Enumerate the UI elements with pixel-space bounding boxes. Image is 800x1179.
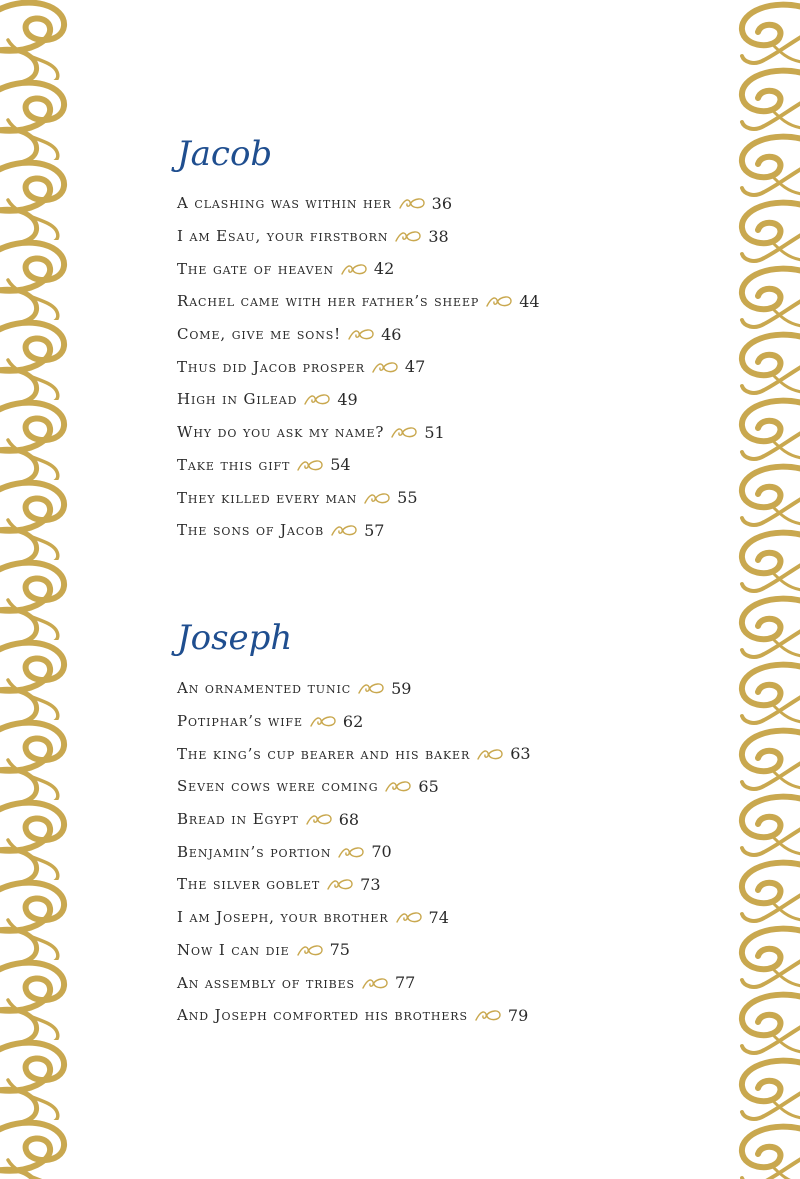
toc-entry-title: The gate of heaven xyxy=(177,259,334,278)
toc-entry-title: They killed every man xyxy=(177,488,358,507)
toc-entry-title: Come, give me sons! xyxy=(177,325,342,344)
toc-entry xyxy=(177,737,531,770)
swash-loop-icon xyxy=(326,877,354,891)
toc-entry xyxy=(177,481,540,514)
swash-loop-icon xyxy=(398,196,426,210)
swash-loop-icon xyxy=(363,491,391,505)
toc-entry-title: The silver goblet xyxy=(177,875,321,894)
toc-entry xyxy=(177,803,531,836)
toc-entry-title: High in Gilead xyxy=(177,390,298,409)
swash-loop-icon xyxy=(303,392,331,406)
toc-entry xyxy=(177,187,540,220)
toc-entry-title: Seven cows were coming xyxy=(177,777,379,796)
swash-loop-icon xyxy=(330,523,358,537)
toc-entry-title: Why do you ask my name? xyxy=(177,423,385,442)
swash-loop-icon xyxy=(309,714,337,728)
toc-entry-page-number: 55 xyxy=(397,488,418,508)
toc-entry-page-number: 73 xyxy=(360,874,381,894)
toc-entry-title: Now I can die xyxy=(177,940,290,959)
swash-loop-icon xyxy=(296,458,324,472)
toc-entry-page-number: 74 xyxy=(428,907,449,927)
toc-entry-title: A clashing was within her xyxy=(177,194,392,213)
toc-entry-page-number: 47 xyxy=(404,357,426,377)
toc-entry-page-number: 44 xyxy=(519,291,540,311)
toc-entry xyxy=(177,383,540,416)
swirl-scroll-border-icon xyxy=(736,0,800,1179)
toc-entry xyxy=(177,901,531,934)
toc-entry xyxy=(177,416,540,449)
toc-entry-title: Thus did Jacob prosper xyxy=(177,357,365,376)
toc-entry-title: Bread in Egypt xyxy=(177,810,299,829)
section-title-joseph: Joseph xyxy=(177,618,293,658)
swash-loop-icon xyxy=(371,360,399,374)
toc-entry xyxy=(177,318,540,351)
toc-entry-title: Rachel came with her father’s sheep xyxy=(177,292,480,311)
toc-entry-title: The king’s cup bearer and his baker xyxy=(177,744,471,763)
toc-entry-title: Benjamin’s portion xyxy=(177,842,332,861)
toc-entry-title: I am Joseph, your brother xyxy=(177,908,389,927)
toc-entry-page-number: 75 xyxy=(329,940,350,960)
toc-entry xyxy=(177,999,531,1032)
toc-entry-page-number: 46 xyxy=(381,324,402,344)
toc-entry xyxy=(177,966,531,999)
toc-entry-page-number: 79 xyxy=(507,1005,529,1025)
toc-entry xyxy=(177,770,531,803)
swash-loop-icon xyxy=(390,425,418,439)
swash-loop-icon xyxy=(474,1008,502,1022)
toc-entry-title: The sons of Jacob xyxy=(177,521,325,540)
toc-entry-title: An assembly of tribes xyxy=(177,973,355,992)
toc-entry-page-number: 77 xyxy=(395,973,416,993)
swash-loop-icon xyxy=(476,747,504,761)
toc-entry xyxy=(177,514,540,547)
left-ornamental-border xyxy=(0,0,70,1179)
toc-entry xyxy=(177,285,540,318)
swash-loop-icon xyxy=(296,943,324,957)
toc-entry-page-number: 70 xyxy=(371,842,392,862)
toc-entry-title: Take this gift xyxy=(177,455,291,474)
toc-entry-page-number: 36 xyxy=(431,193,453,213)
section-title-jacob: Jacob xyxy=(177,134,273,174)
toc-entry xyxy=(177,449,540,482)
swash-loop-icon xyxy=(485,294,513,308)
toc-entry-title: And Joseph comforted his brothers xyxy=(177,1006,468,1025)
swash-loop-icon xyxy=(347,327,375,341)
toc-entry xyxy=(177,252,540,285)
toc-entry-page-number: 42 xyxy=(373,259,395,279)
toc-entry-title: An ornamented tunic xyxy=(177,679,352,698)
toc-entry xyxy=(177,835,531,868)
toc-entry xyxy=(177,705,531,738)
toc-entry-title: I am Esau, your firstborn xyxy=(177,227,389,246)
toc-entry xyxy=(177,350,540,383)
toc-entry-page-number: 57 xyxy=(364,520,385,540)
toc-entry-page-number: 65 xyxy=(418,776,439,796)
toc-entry-page-number: 54 xyxy=(330,455,351,475)
heart-scroll-border-icon xyxy=(0,0,70,1179)
entries-joseph xyxy=(177,672,531,1032)
right-ornamental-border xyxy=(736,0,800,1179)
toc-entry-page-number: 63 xyxy=(510,744,531,764)
swash-loop-icon xyxy=(394,229,422,243)
toc-entry-page-number: 51 xyxy=(424,422,445,442)
toc-entry-page-number: 68 xyxy=(338,809,360,829)
swash-loop-icon xyxy=(305,812,333,826)
swash-loop-icon xyxy=(340,262,368,276)
toc-entry-title: Potiphar’s wife xyxy=(177,712,303,731)
swash-loop-icon xyxy=(395,910,423,924)
swash-loop-icon xyxy=(357,681,385,695)
toc-entry xyxy=(177,672,531,705)
swash-loop-icon xyxy=(337,845,365,859)
entries-jacob xyxy=(177,187,540,547)
toc-entry-page-number: 59 xyxy=(391,678,412,698)
toc-entry xyxy=(177,934,531,967)
swash-loop-icon xyxy=(361,976,389,990)
toc-entry-page-number: 49 xyxy=(337,389,358,409)
toc-entry xyxy=(177,220,540,253)
toc-entry-page-number: 38 xyxy=(428,226,449,246)
toc-entry xyxy=(177,868,531,901)
toc-entry-page-number: 62 xyxy=(342,711,364,731)
swash-loop-icon xyxy=(384,779,412,793)
